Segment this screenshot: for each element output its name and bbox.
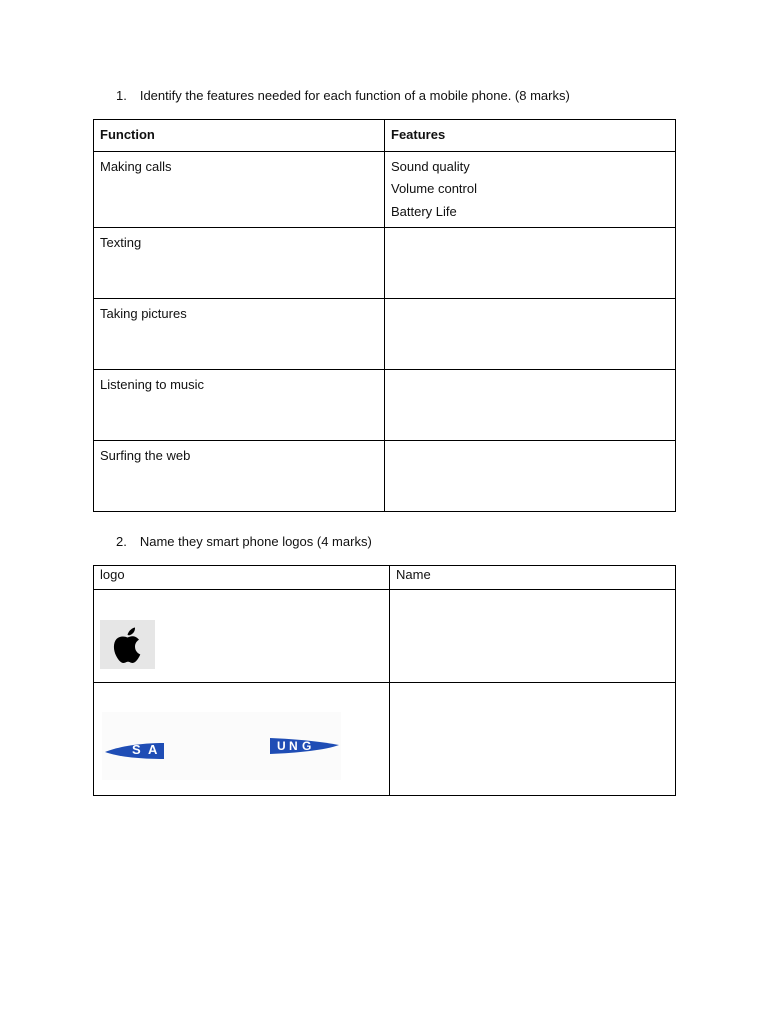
question-2	[116, 534, 372, 550]
apple-logo-icon	[100, 620, 155, 669]
name-answer-cell[interactable]	[390, 590, 676, 683]
table-row	[94, 228, 676, 299]
features-cell[interactable]	[385, 151, 676, 228]
table-header-row	[94, 120, 676, 152]
table-row	[94, 683, 676, 796]
feature-item: Battery Life	[391, 203, 457, 219]
table-row	[94, 370, 676, 441]
table-row	[94, 151, 676, 228]
svg-text:G: G	[302, 739, 312, 753]
samsung-logo-icon	[102, 712, 341, 780]
table-header-row	[94, 566, 676, 590]
function-cell: Texting	[94, 228, 385, 299]
function-cell: Taking pictures	[94, 299, 385, 370]
svg-text:N: N	[289, 739, 298, 753]
svg-text:U: U	[277, 739, 286, 753]
question-1-number: 1.	[116, 88, 127, 103]
function-cell: Making calls	[94, 151, 385, 228]
features-answer-cell[interactable]	[385, 228, 676, 299]
header-logo: logo	[94, 566, 390, 590]
question-2-number: 2.	[116, 534, 127, 549]
logo-cell	[94, 590, 390, 683]
question-1	[116, 88, 570, 104]
header-name: Name	[390, 566, 676, 590]
feature-item: Sound quality	[391, 158, 470, 174]
table-row	[94, 590, 676, 683]
logos-table	[93, 565, 676, 796]
features-answer-cell[interactable]	[385, 441, 676, 512]
question-1-text: Identify the features needed for each function of a mobile phone. (8 marks)	[139, 88, 570, 103]
table-row	[94, 441, 676, 512]
question-2-text: Name they smart phone logos (4 marks)	[139, 534, 372, 549]
name-answer-cell[interactable]	[390, 683, 676, 796]
logo-cell	[94, 683, 390, 796]
feature-item: Volume control	[391, 181, 477, 196]
svg-text:S: S	[132, 742, 141, 757]
features-answer-cell[interactable]	[385, 370, 676, 441]
function-cell: Listening to music	[94, 370, 385, 441]
function-cell: Surfing the web	[94, 441, 385, 512]
table-row	[94, 299, 676, 370]
header-function: Function	[94, 120, 385, 152]
header-features: Features	[385, 120, 676, 152]
features-answer-cell[interactable]	[385, 299, 676, 370]
functions-features-table	[93, 119, 676, 512]
svg-text:A: A	[148, 742, 158, 757]
